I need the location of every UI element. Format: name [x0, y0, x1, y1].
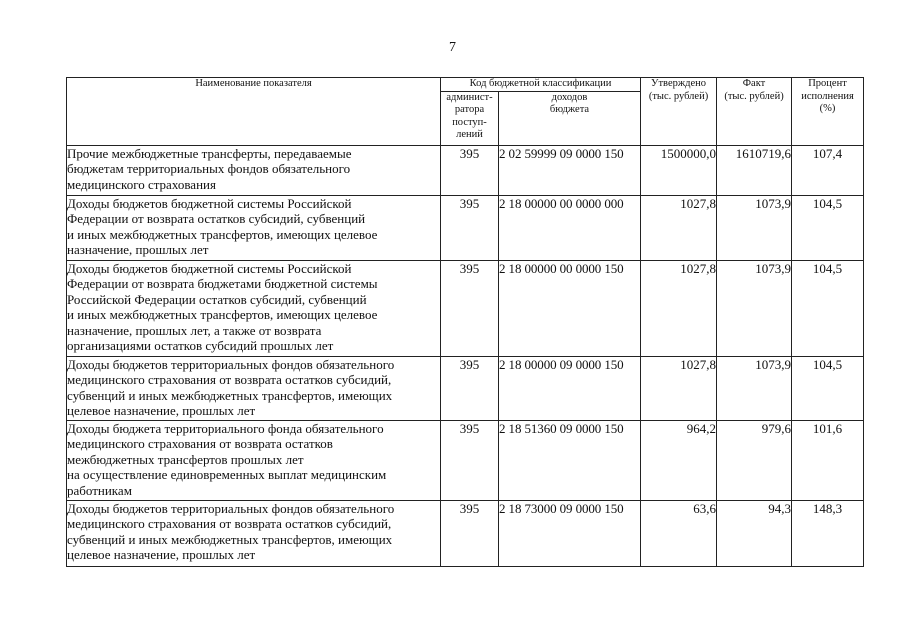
- row-execution-percent: 104,5: [792, 260, 864, 356]
- row-fact-value: 94,3: [717, 500, 792, 566]
- name-line: субвенций и иных межбюджетных трансфертов, имеющих: [67, 387, 393, 403]
- header-budget-income: [499, 91, 641, 145]
- header-income-line: доходов: [551, 91, 588, 103]
- name-line: субвенций и иных межбюджетных трансфертов, имеющих: [67, 531, 393, 547]
- name-line: Федерации от возврата бюджетами бюджетной системы: [67, 276, 378, 292]
- row-indicator-name: [67, 420, 441, 500]
- name-line: межбюджетных трансфертов прошлых лет: [67, 451, 304, 467]
- row-execution-percent: 104,5: [792, 356, 864, 420]
- header-fact: [717, 78, 792, 146]
- row-income-code: 2 18 00000 00 0000 000: [499, 195, 641, 260]
- row-indicator-name: [67, 356, 441, 420]
- header-indicator-name: Наименование показателя: [67, 78, 441, 146]
- header-income-line: бюджета: [549, 104, 590, 116]
- row-fact-value: 979,6: [717, 420, 792, 500]
- row-admin-code: 395: [441, 145, 499, 195]
- name-line: целевое назначение, прошлых лет: [67, 403, 256, 419]
- row-approved-value: 63,6: [641, 500, 717, 566]
- row-income-code: 2 02 59999 09 0000 150: [499, 145, 641, 195]
- table-row: [67, 356, 864, 420]
- row-fact-value: 1073,9: [717, 260, 792, 356]
- header-fact-line: (тыс. рублей): [724, 90, 784, 102]
- table-row: [67, 420, 864, 500]
- name-line: работникам: [67, 482, 132, 498]
- header-admin-line: админист-: [446, 91, 493, 103]
- header-admin-line: лений: [456, 129, 483, 141]
- row-indicator-name: [67, 500, 441, 566]
- header-percent-line: Процент: [808, 78, 847, 89]
- name-line: медицинского страхования от возврата остатков субсидий,: [67, 372, 392, 388]
- row-indicator-name: [67, 145, 441, 195]
- name-line: Доходы бюджетов бюджетной системы Российской: [67, 195, 352, 211]
- row-approved-value: 1027,8: [641, 195, 717, 260]
- row-admin-code: 395: [441, 500, 499, 566]
- name-line: организациями остатков субсидий прошлых лет: [67, 338, 334, 354]
- name-line: Российской Федерации остатков субсидий, субвенций: [67, 291, 367, 307]
- name-line: и иных межбюджетных трансфертов, имеющих целевое: [67, 307, 378, 323]
- header-admin-line: ратора: [454, 104, 485, 116]
- row-admin-code: 395: [441, 356, 499, 420]
- row-execution-percent: 104,5: [792, 195, 864, 260]
- row-income-code: 2 18 00000 00 0000 150: [499, 260, 641, 356]
- row-fact-value: 1610719,6: [717, 145, 792, 195]
- row-income-code: 2 18 00000 09 0000 150: [499, 356, 641, 420]
- row-approved-value: 1027,8: [641, 356, 717, 420]
- row-execution-percent: 101,6: [792, 420, 864, 500]
- name-line: назначение, прошлых лет: [67, 242, 209, 258]
- name-line: медицинского страхования от возврата остатков субсидий,: [67, 516, 392, 532]
- header-fact-line: Факт: [742, 78, 766, 89]
- row-indicator-name: [67, 195, 441, 260]
- row-approved-value: 1500000,0: [641, 145, 717, 195]
- name-line: целевое назначение, прошлых лет: [67, 547, 256, 563]
- row-admin-code: 395: [441, 195, 499, 260]
- header-approved-line: (тыс. рублей): [648, 90, 709, 102]
- name-line: Доходы бюджетов бюджетной системы Российской: [67, 260, 352, 276]
- header-budget-classification-code: Код бюджетной классификации: [441, 78, 641, 92]
- row-admin-code: 395: [441, 260, 499, 356]
- name-line: Прочие межбюджетные трансферты, передаваемые: [67, 145, 352, 161]
- name-line: медицинского страхования: [67, 176, 216, 192]
- row-execution-percent: 148,3: [792, 500, 864, 566]
- header-admin-line: поступ-: [452, 116, 487, 128]
- row-fact-value: 1073,9: [717, 195, 792, 260]
- header-revenue-administrator: [441, 91, 499, 145]
- table-row: [67, 145, 864, 195]
- header-percent-line: исполнения: [801, 90, 854, 102]
- row-income-code: 2 18 51360 09 0000 150: [499, 420, 641, 500]
- row-fact-value: 1073,9: [717, 356, 792, 420]
- table-row: [67, 260, 864, 356]
- page-number: 7: [449, 40, 456, 55]
- table-row: [67, 195, 864, 260]
- row-approved-value: 964,2: [641, 420, 717, 500]
- budget-income-table: [66, 77, 864, 567]
- row-income-code: 2 18 73000 09 0000 150: [499, 500, 641, 566]
- name-line: и иных межбюджетных трансфертов, имеющих целевое: [67, 226, 378, 242]
- name-line: Доходы бюджетов территориальных фондов обязательного: [67, 500, 395, 516]
- row-approved-value: 1027,8: [641, 260, 717, 356]
- name-line: на осуществление единовременных выплат медицинским: [67, 467, 387, 483]
- name-line: Доходы бюджета территориального фонда обязательного: [67, 420, 384, 436]
- row-execution-percent: 107,4: [792, 145, 864, 195]
- header-approved-line: Утверждено: [651, 78, 706, 89]
- header-percent-line: (%): [819, 103, 836, 115]
- row-indicator-name: [67, 260, 441, 356]
- table-row: [67, 500, 864, 566]
- name-line: назначение, прошлых лет, а также от возврата: [67, 322, 322, 338]
- header-approved: [641, 78, 717, 146]
- name-line: медицинского страхования от возврата остатков: [67, 436, 333, 452]
- row-admin-code: 395: [441, 420, 499, 500]
- header-execution-percent: [792, 78, 864, 146]
- name-line: Доходы бюджетов территориальных фондов обязательного: [67, 356, 395, 372]
- name-line: Федерации от возврата остатков субсидий, субвенций: [67, 211, 366, 227]
- name-line: бюджетам территориальных фондов обязательного: [67, 161, 351, 177]
